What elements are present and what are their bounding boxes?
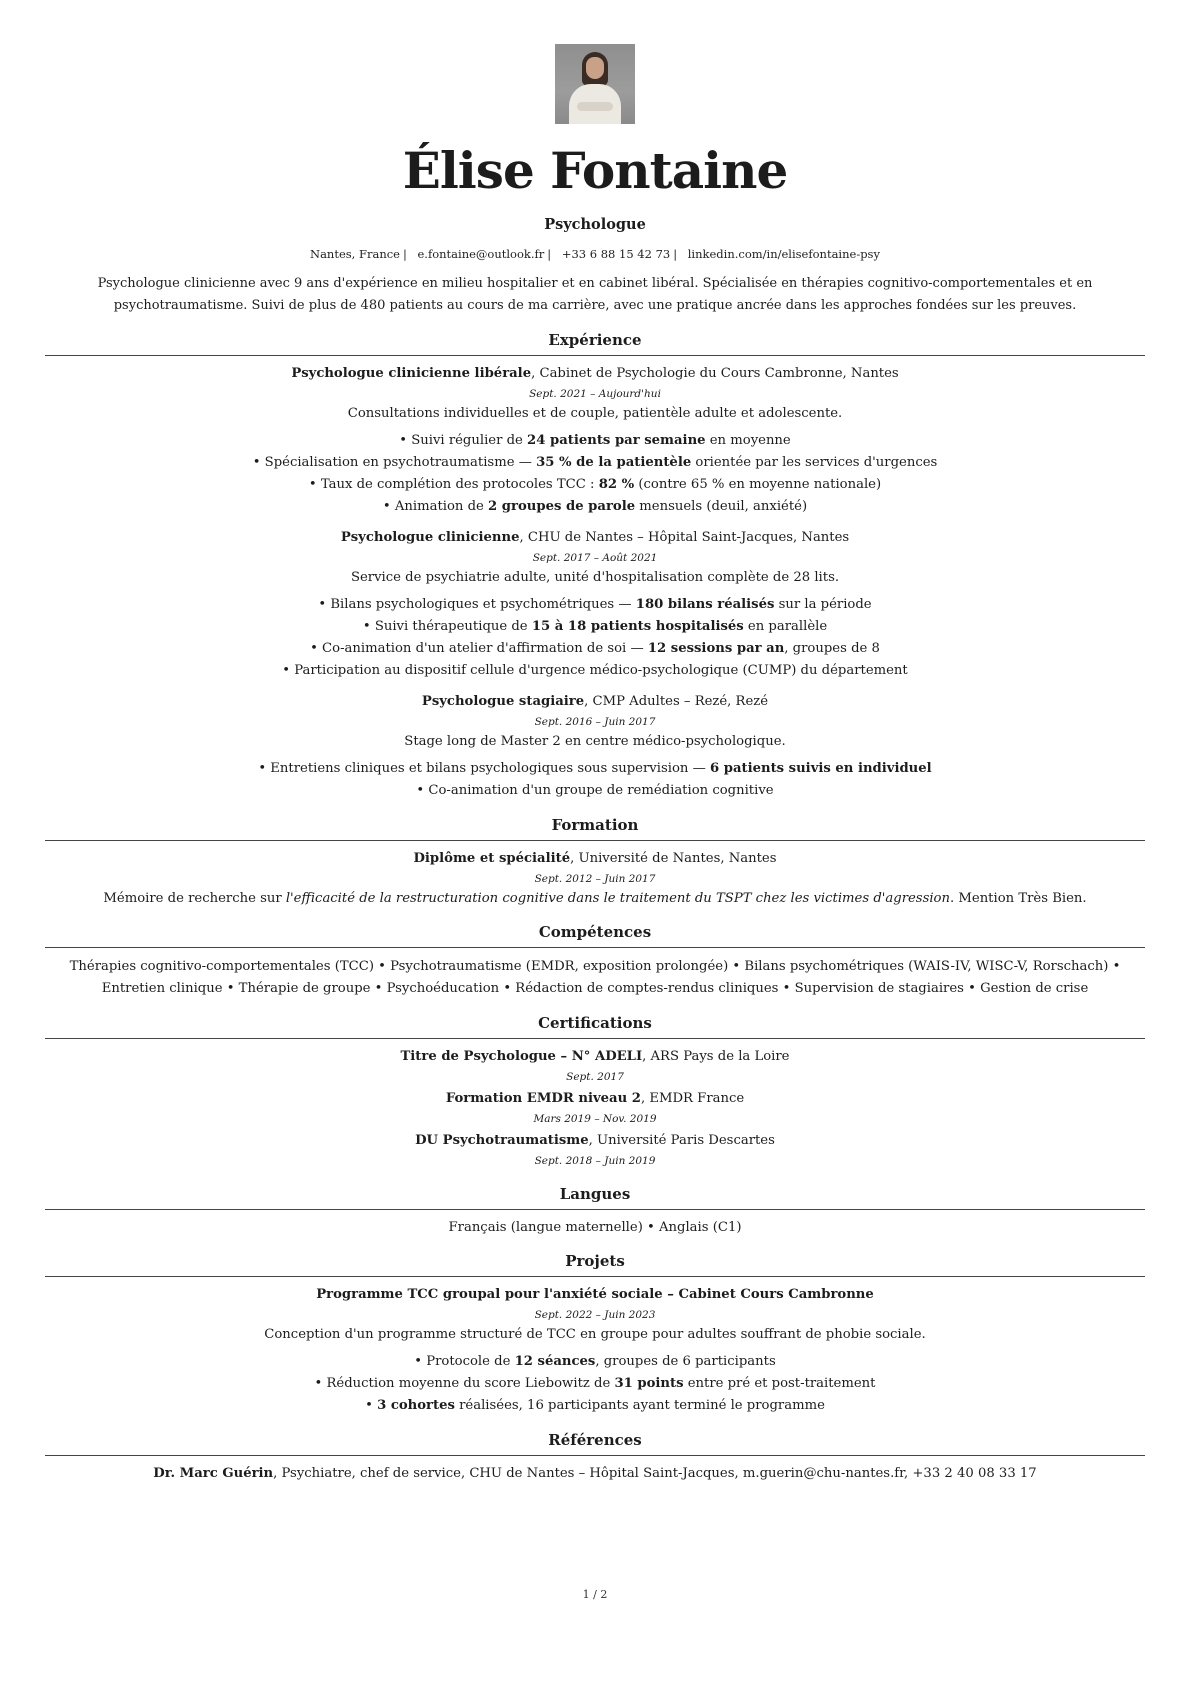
bullet-item: • Suivi thérapeutique de 15 à 18 patients hospitalisés en parallèle bbox=[362, 619, 828, 634]
job-bullets bbox=[45, 430, 1145, 518]
bullet-item: • Bilans psychologiques et psychométriques — 180 bilans réalisés sur la période bbox=[318, 597, 872, 612]
contact-location: Nantes, France bbox=[310, 247, 400, 261]
job-description: Consultations individuelles et de couple, patientèle adulte et adolescente. bbox=[347, 406, 843, 421]
bullet-item: • Animation de 2 groupes de parole mensuels (deuil, anxiété) bbox=[382, 499, 808, 514]
resume-page bbox=[45, 0, 1145, 1484]
project-entry bbox=[45, 1285, 1145, 1417]
job-bullets bbox=[45, 758, 1145, 802]
bullet-item: • Co-animation d'un groupe de remédiation cognitive bbox=[416, 783, 774, 798]
section-title-languages: Langues bbox=[559, 1185, 631, 1203]
section-title-projects: Projets bbox=[565, 1252, 625, 1270]
section-title-references: Références bbox=[548, 1431, 642, 1449]
job-description: Stage long de Master 2 en centre médico-psychologique. bbox=[404, 734, 786, 749]
job-bullets bbox=[45, 594, 1145, 682]
bullet-item: • Taux de complétion des protocoles TCC : 82 % (contre 65 % en moyenne nationale) bbox=[308, 477, 882, 492]
degree-title: Diplôme et spécialité bbox=[413, 851, 571, 866]
contact-linkedin[interactable]: linkedin.com/in/elisefontaine-psy bbox=[687, 247, 880, 261]
section-title-certifications: Certifications bbox=[538, 1014, 652, 1032]
page-number: 1 / 2 bbox=[582, 1588, 608, 1601]
job-entry bbox=[45, 528, 1145, 682]
certification-entry: Formation EMDR niveau 2, EMDR France Mars 2019 – Nov. 2019 bbox=[445, 1091, 745, 1125]
bullet-item: • Participation au dispositif cellule d'urgence médico-psychologique (CUMP) du département bbox=[282, 663, 908, 678]
education-entry bbox=[45, 849, 1145, 909]
contact-separator: | bbox=[547, 247, 552, 261]
section-title-skills: Compétences bbox=[538, 923, 652, 941]
job-org: , Cabinet de Psychologie du Cours Cambronne, Nantes bbox=[531, 366, 899, 381]
bullet-item: • Suivi régulier de 24 patients par semaine en moyenne bbox=[399, 433, 791, 448]
job-org: , CHU de Nantes – Hôpital Saint-Jacques, Nantes bbox=[519, 530, 850, 545]
degree-description: Mémoire de recherche sur l'efficacité de la restructuration cognitive dans le traitement du TSPT chez les victimes d'agression. Mention Très Bien. bbox=[103, 891, 1087, 906]
bullet-item: • Réduction moyenne du score Liebowitz de 31 points entre pré et post-traitement bbox=[314, 1376, 876, 1391]
candidate-role: Psychologue bbox=[544, 216, 646, 233]
section-title-education: Formation bbox=[551, 816, 639, 834]
section-divider bbox=[45, 947, 1145, 948]
skills-list: Thérapies cognitivo-comportementales (TCC) • Psychotraumatisme (EMDR, exposition prolongée) • Bilans psychométriques (WAIS-IV, WISC-V, Rorschach) • Entretien clinique • Thérapie de groupe • Psychoéducation • Rédaction de comptes-rendus cliniques • Supervision de stagiaires • Gestion de crise bbox=[69, 959, 1121, 996]
job-date: Sept. 2016 – Juin 2017 bbox=[534, 716, 656, 728]
contact-phone[interactable]: +33 6 88 15 42 73 bbox=[561, 247, 671, 261]
job-date: Sept. 2021 – Aujourd'hui bbox=[529, 388, 661, 400]
bullet-item: • Spécialisation en psychotraumatisme — 35 % de la patientèle orientée par les services d'urgences bbox=[252, 455, 938, 470]
job-title: Psychologue clinicienne bbox=[340, 530, 520, 545]
job-title: Psychologue clinicienne libérale bbox=[291, 366, 532, 381]
project-description: Conception d'un programme structuré de TCC en groupe pour adultes souffrant de phobie sociale. bbox=[264, 1327, 926, 1342]
reference-entry: Dr. Marc Guérin, Psychiatre, chef de service, CHU de Nantes – Hôpital Saint-Jacques, m.guerin@chu-nantes.fr, +33 2 40 08 33 17 bbox=[153, 1466, 1037, 1481]
project-bullets bbox=[45, 1351, 1145, 1417]
section-divider bbox=[45, 1455, 1145, 1456]
profile-photo bbox=[555, 44, 635, 124]
profile-summary: Psychologue clinicienne avec 9 ans d'expérience en milieu hospitalier et en cabinet libéral. Spécialisée en thérapies cognitivo-comportementales et en psychotraumatisme. Suivi de plus de 480 patients au cours de ma carrière, avec une pratique ancrée dans les approches fondées sur les preuves. bbox=[97, 276, 1093, 313]
bullet-item: • Co-animation d'un atelier d'affirmation de soi — 12 sessions par an, groupes de 8 bbox=[310, 641, 880, 656]
bullet-item: • Protocole de 12 séances, groupes de 6 participants bbox=[414, 1354, 776, 1369]
job-entry bbox=[45, 364, 1145, 518]
job-date: Sept. 2017 – Août 2021 bbox=[532, 552, 658, 564]
section-divider bbox=[45, 355, 1145, 356]
job-org: , CMP Adultes – Rezé, Rezé bbox=[584, 694, 769, 709]
degree-date: Sept. 2012 – Juin 2017 bbox=[534, 873, 656, 885]
section-title-experience: Expérience bbox=[548, 331, 642, 349]
project-date: Sept. 2022 – Juin 2023 bbox=[534, 1309, 656, 1321]
section-divider bbox=[45, 1038, 1145, 1039]
job-entry bbox=[45, 692, 1145, 802]
certification-entry: DU Psychotraumatisme, Université Paris Descartes Sept. 2018 – Juin 2019 bbox=[415, 1133, 775, 1167]
section-divider bbox=[45, 1209, 1145, 1210]
languages-list: Français (langue maternelle) • Anglais (C1) bbox=[448, 1220, 742, 1235]
section-divider bbox=[45, 1276, 1145, 1277]
job-description: Service de psychiatrie adulte, unité d'hospitalisation complète de 28 lits. bbox=[350, 570, 840, 585]
candidate-name: Élise Fontaine bbox=[402, 141, 788, 200]
bullet-item: • Entretiens cliniques et bilans psychologiques sous supervision — 6 patients suivis en individuel bbox=[258, 761, 932, 776]
contact-line bbox=[45, 247, 1145, 261]
certification-entry: Titre de Psychologue – N° ADELI, ARS Pays de la Loire Sept. 2017 bbox=[400, 1049, 790, 1083]
degree-org: , Université de Nantes, Nantes bbox=[570, 851, 777, 866]
contact-email[interactable]: e.fontaine@outlook.fr bbox=[417, 247, 545, 261]
project-title: Programme TCC groupal pour l'anxiété sociale – Cabinet Cours Cambronne bbox=[316, 1287, 874, 1302]
job-title: Psychologue stagiaire bbox=[421, 694, 585, 709]
section-divider bbox=[45, 840, 1145, 841]
contact-separator: | bbox=[402, 247, 407, 261]
contact-separator: | bbox=[673, 247, 678, 261]
bullet-item: • 3 cohortes réalisées, 16 participants ayant terminé le programme bbox=[365, 1398, 825, 1413]
